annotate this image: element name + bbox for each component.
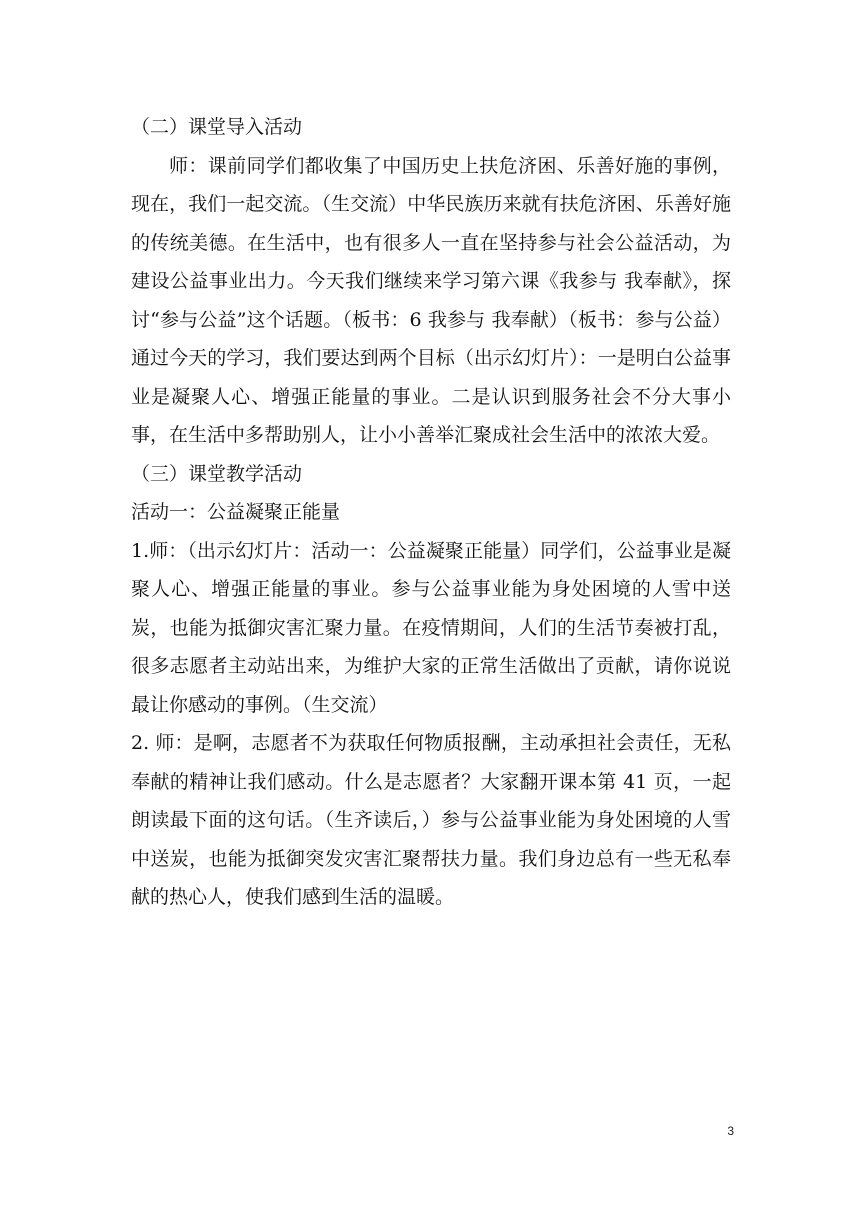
document-body <box>131 108 731 917</box>
activity-heading: 活动一：公益凝聚正能量 <box>131 501 341 523</box>
paragraph-step-2: 2. 师：是啊，志愿者不为获取任何物质报酬，主动承担社会责任，无私奉献的精神让我们感动。什么是志愿者？大家翻开课本第 41 页，一起朗读最下面的这句话。（生齐读后，）参与公益事业能为身处困境的人雪中送炭，也能为抵御突发灾害汇聚帮扶力量。我们身边总有一些无私奉献的热心人，使我们感到生活的温暖。 <box>131 732 731 908</box>
paragraph-step-1: 1.师：（出示幻灯片：活动一：公益凝聚正能量）同学们，公益事业是凝聚人心、增强正能量的事业。参与公益事业能为身处困境的人雪中送炭，也能为抵御灾害汇聚力量。在疫情期间，人们的生活节奏被打乱，很多志愿者主动站出来，为维护大家的正常生活做出了贡献，请你说说最让你感动的事例。（生交流） <box>131 539 731 716</box>
page-number: 3 <box>727 1124 734 1138</box>
section-heading-classroom-intro: （二）课堂导入活动 <box>131 116 303 138</box>
paragraph-teacher-intro: 师：课前同学们都收集了中国历史上扶危济困、乐善好施的事例，现在，我们一起交流。（生交流）中华民族历来就有扶危济困、乐善好施的传统美德。在生活中，也有很多人一直在坚持参与社会公益活动，为建设公益事业出力。今天我们继续来学习第六课《我参与 我奉献》，探讨“参与公益”这个话题。（板书：6 我参与 我奉献）（板书：参与公益）通过今天的学习，我们要达到两个目标（出示幻灯片）：一是明白公益事业是凝聚人心、增强正能量的事业。二是认识到服务社会不分大事小事，在生活中多帮助别人，让小小善举汇聚成社会生活中的浓浓大爱。 <box>131 154 731 446</box>
section-heading-classroom-teaching: （三）课堂教学活动 <box>131 462 303 485</box>
